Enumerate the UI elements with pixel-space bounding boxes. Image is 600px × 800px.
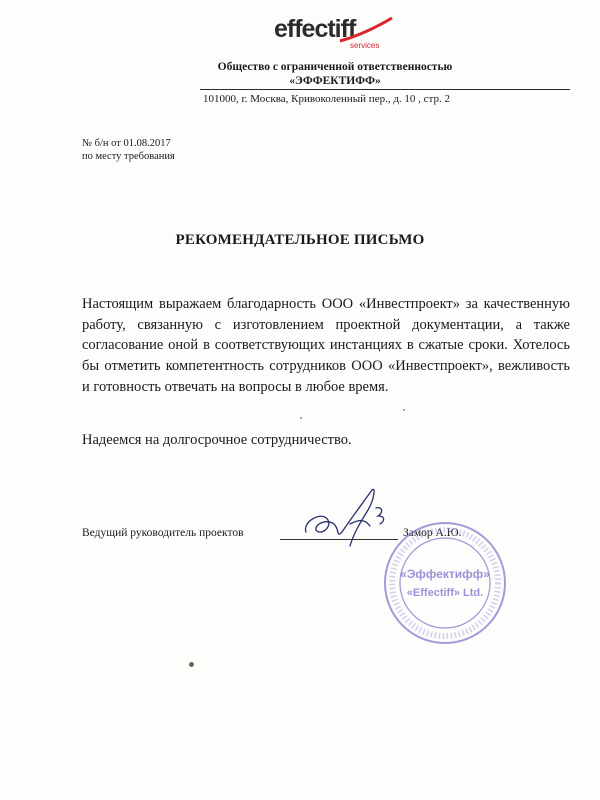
- company-name-line1: Общество с ограниченной ответственностью: [217, 61, 453, 73]
- letter-reference: [82, 137, 175, 163]
- ink-speck: [300, 417, 302, 419]
- signer-role: Ведущий руководитель проектов: [82, 527, 244, 539]
- letter-body: Настоящим выражаем благодарность ООО «Инвестпроект» за качественную работу, связанную с изготовлением проектной документации, а также согласование оной в соответствующих инстанциях в сжатые сроки. Хотелось бы отметить компетентность сотрудников ООО «Инвестпроект», вежливость и готовность отвечать на вопросы в любое время.: [82, 296, 570, 395]
- company-name-line2: «ЭФФЕКТИФФ»: [289, 75, 381, 87]
- ink-speck: [403, 409, 405, 411]
- ink-speck: [189, 662, 194, 667]
- reference-number: № б/н от 01.08.2017: [82, 138, 171, 149]
- header-divider: [200, 89, 570, 90]
- logo-subtitle: services: [350, 41, 380, 50]
- letter-title: РЕКОМЕНДАТЕЛЬНОЕ ПИСЬМО: [175, 232, 425, 248]
- logo-wordmark: effectiff: [274, 15, 356, 43]
- company-seal-stamp: [380, 518, 510, 648]
- stamp-line2: «Effectiff» Ltd.: [406, 587, 484, 599]
- signer-name: Замор А.Ю.: [403, 527, 462, 539]
- company-name: [200, 60, 470, 88]
- stamp-line1: «Эффектифф»: [400, 567, 490, 581]
- company-address: 101000, г. Москва, Кривоколенный пер., д. 10 , стр. 2: [202, 93, 450, 105]
- company-logo: [270, 12, 400, 52]
- reference-destination: по месту требования: [82, 151, 175, 162]
- letter-closing: Надеемся на долгосрочное сотрудничество.: [82, 432, 352, 448]
